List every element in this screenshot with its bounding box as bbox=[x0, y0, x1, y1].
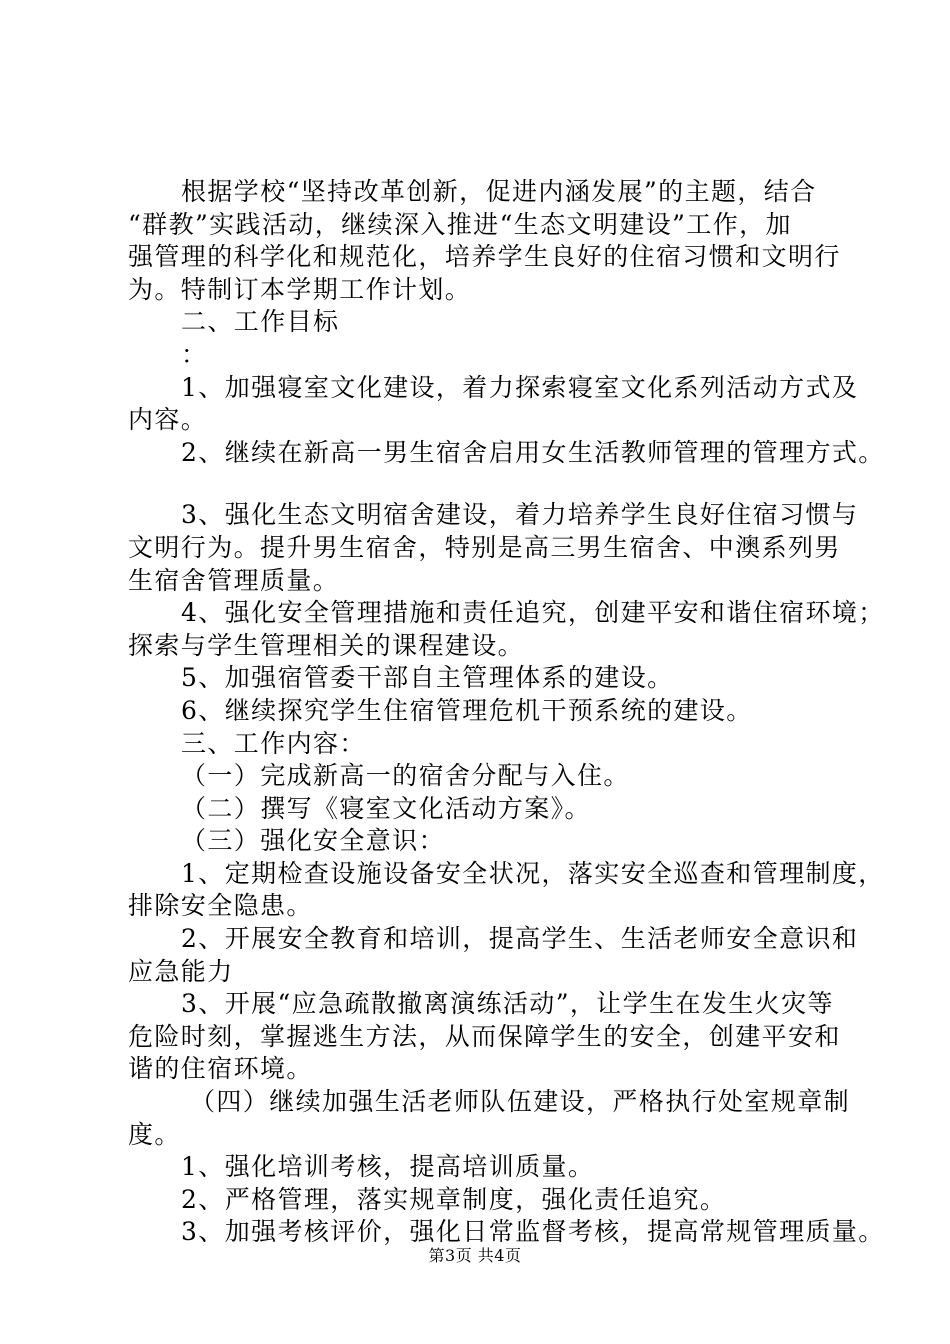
list-item: 4、强化安全管理措施和责任追究，创建平安和谐住宿环境； bbox=[181, 598, 885, 628]
list-item: 1、强化培训考核，提高培训质量。 bbox=[181, 1152, 595, 1182]
list-item: 3、开展“应急疏散撤离演练活动”，让学生在发生火灾等 bbox=[181, 989, 834, 1019]
list-item: 2、严格管理，落实规章制度，强化责任追究。 bbox=[181, 1184, 727, 1214]
subsection-heading: （一）完成新高一的宿舍分配与入住。 bbox=[181, 761, 630, 791]
subsection-heading: （二）撰写《寝室文化活动方案》。 bbox=[181, 793, 591, 823]
list-item: 3、强化生态文明宿舍建设，着力培养学生良好住宿习惯与 bbox=[181, 500, 859, 530]
document-body bbox=[128, 176, 885, 1249]
paragraph-line: 根据学校“坚持改革创新，促进内涵发展”的主题，结合 bbox=[181, 177, 817, 206]
list-item-continuation: 生宿舍管理质量。 bbox=[128, 565, 340, 595]
page-footer bbox=[0, 1246, 950, 1266]
list-item: 6、继续探究学生住宿管理危机干预系统的建设。 bbox=[181, 695, 753, 725]
list-item: 5、加强宿管委干部自主管理体系的建设。 bbox=[181, 663, 674, 693]
list-item: 1、加强寝室文化建设，着力探索寝室文化系列活动方式及 bbox=[181, 372, 859, 402]
paragraph-line: 为。特制订本学期工作计划。 bbox=[128, 274, 472, 304]
subsection-heading: （三）强化安全意识： bbox=[181, 826, 446, 856]
list-item-continuation: 内容。 bbox=[128, 405, 208, 435]
list-item: 1、定期检查设施设备安全状况，落实安全巡查和管理制度， bbox=[181, 858, 885, 888]
paragraph-line: “群教”实践活动，继续深入推进“生态文明建设”工作，加 bbox=[128, 209, 792, 239]
list-item: 3、加强考核评价，强化日常监督考核，提高常规管理质量。 bbox=[181, 1217, 885, 1247]
paragraph-gap bbox=[128, 469, 842, 499]
paragraph-line: 强管理的科学化和规范化，培养学生良好的住宿习惯和文明行 bbox=[128, 242, 841, 272]
list-item: 2、开展安全教育和培训，提高学生、生活老师安全意识和 bbox=[181, 924, 859, 954]
list-item-continuation: 谐的住宿环境。 bbox=[128, 1054, 313, 1084]
list-item-continuation: 排除安全隐患。 bbox=[128, 891, 313, 921]
list-item-continuation: 应急能力 bbox=[128, 956, 234, 986]
section-heading: 二、工作目标 bbox=[181, 307, 340, 337]
list-item-continuation: 探索与学生管理相关的课程建设。 bbox=[128, 630, 525, 660]
subsection-heading-continuation: 度。 bbox=[128, 1119, 181, 1149]
section-heading: 三、工作内容： bbox=[181, 728, 366, 758]
list-item-continuation: 文明行为。提升男生宿舍，特别是高三男生宿舍、中澳系列男 bbox=[128, 532, 841, 562]
list-item: 2、继续在新高一男生宿舍启用女生活教师管理的管理方式。 bbox=[181, 437, 885, 467]
list-item-continuation: 危险时刻，掌握逃生方法，从而保障学生的安全，创建平安和 bbox=[128, 1021, 841, 1051]
subsection-heading: （四）继续加强生活老师队伍建设，严格执行处室规章制 bbox=[190, 1087, 851, 1117]
paragraph-line: ： bbox=[181, 339, 208, 369]
page-number-label: 第3页 共4页 bbox=[428, 1246, 522, 1265]
